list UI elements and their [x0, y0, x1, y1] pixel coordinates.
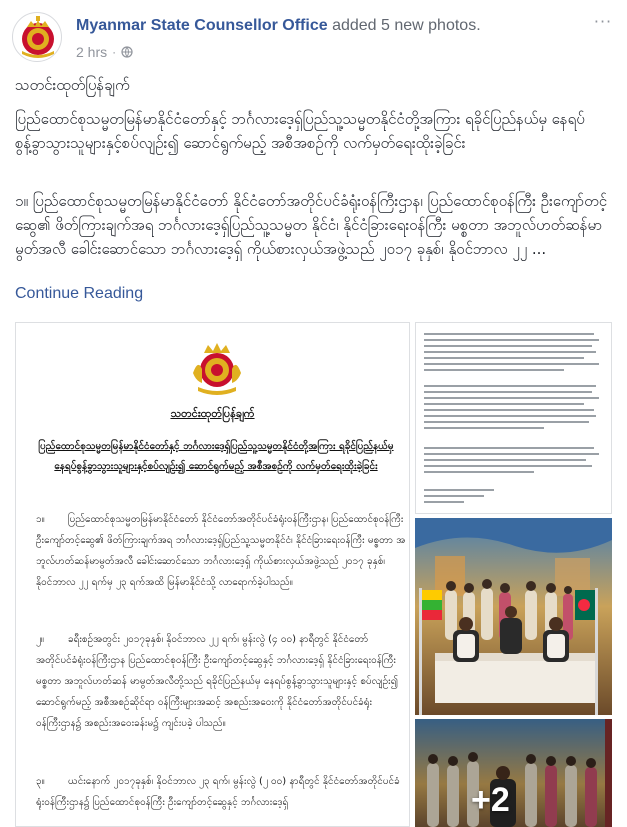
paragraph-text: ခရီးစဉ်အတွင်း ၂၀၁၇ခုနှစ်၊ နိုဝင်ဘာလ ၂၂ ရက်၊ မွန်းလွဲ (၄ ၀၀) နာရီတွင် နိုင်ငံတော်အတိုင်ပင်ခံရုံးဝန်ကြီးဌာန ပြည်ထောင်စုဝန်ကြီး ဦးကျော်တင့်ဆွေနှင့် ဘင်္ဂလားဒေ့ရှ် နိုင်ငံခြားရေးဝန်ကြီး မစ္စတာ အဘူလ်ဟတ်ဆန် မာမွတ်အလီတို့သည် ရခိုင်ပြည်နယ်မှ နေရပ်စွန့်ခွာသွားသူများနှင့် စပ်လျဉ်း၍ ဆောင်ရွက်မည့် အစီအစဉ်ဆိုင်ရာ ဝန်ကြီးများအဆင့် အစည်းအဝေးကို နိုင်ငံတော်အတိုင်ပင်ခံရုံးဝန်ကြီးဌာန၌ အစည်းအဝေးခန်းမ၌ ကျင်းပခဲ့ ပါသည်။	[36, 634, 399, 729]
document-title: သတင်းထုတ်ပြန်ချက်	[170, 407, 255, 420]
document-text-lines	[424, 447, 604, 477]
paragraph-text: ပြည်ထောင်စုသမ္မတမြန်မာနိုင်ငံတော် နိုင်ငံတော်အတိုင်ပင်ခံရုံးဝန်ကြီးဌာန၊ ပြည်ထောင်စုဝန်ကြီး ဦးကျော်တင့်ဆွေ၏ ဖိတ်ကြားချက်အရ ဘင်္ဂလားဒေ့ရှ်ပြည်သူ့သမ္မတနိုင်ငံ၊ နိုင်ငံခြားရေးဝန်ကြီး မစ္စတာ အဘူလ်ဟတ်ဆန်မာမွတ်အလီ ခေါင်းဆောင်သော ဘင်္ဂလားဒေ့ရှ် ကိုယ်စားလှယ်အဖွဲ့သည် ၂၀၁၇ ခုနှစ်၊ နိုဝင်ဘာလ ၂၂ ရက်မှ ၂၃ ရက်အထိ မြန်မာနိုင်ငံသို့ လာရောက်ခဲ့ပါသည်။	[36, 514, 406, 588]
state-emblem-icon	[188, 339, 246, 397]
photo-signing-ceremony[interactable]	[415, 518, 612, 715]
paragraph-text: ယင်းနောက် ၂၀၁၇ခုနှစ်၊ နိုဝင်ဘာလ ၂၃ ရက်၊ မွန်းလွဲ (၂ ၀၀) နာရီတွင် နိုင်ငံတော်အတိုင်ပင်ခံရုံးဝန်ကြီးဌာန၌ ပြည်ထောင်စုဝန်ကြီး ဦးကျော်တင့်ဆွေနှင့် ဘင်္ဂလားဒေ့ရှ်	[36, 776, 400, 808]
photo-ceremony-more[interactable]	[415, 719, 612, 827]
document-paragraph-2	[36, 629, 406, 734]
post-meta	[76, 44, 133, 60]
document-signature-lines	[424, 489, 604, 507]
document-paragraph-1	[36, 509, 406, 593]
more-photos-count[interactable]: +2	[471, 781, 510, 819]
signing-ceremony-image	[415, 518, 612, 715]
meta-separator: ·	[112, 45, 117, 59]
ceremony-image-2	[415, 719, 612, 827]
post-title: သတင်းထုတ်ပြန်ချက်	[15, 76, 130, 94]
page-name-link[interactable]: Myanmar State Counsellor Office	[76, 17, 328, 34]
page-avatar[interactable]	[12, 12, 62, 62]
post-options-icon[interactable]: ···	[593, 12, 613, 31]
post-header-line	[76, 17, 481, 35]
myanmar-emblem-icon	[13, 13, 62, 62]
post-timestamp[interactable]: 2 hrs	[76, 44, 108, 60]
photo-document-main[interactable]	[15, 322, 410, 827]
photo-document-page-2[interactable]	[415, 322, 612, 514]
paragraph-number: ၃။	[36, 776, 45, 787]
post-headline: ပြည်ထောင်စုသမ္မတမြန်မာနိုင်ငံတော်နှင့် ဘင်္ဂလားဒေ့ရှ်ပြည်သူ့သမ္မတနိုင်ငံတို့အကြား ရခိုင်ပြည်နယ်မှ နေရပ်စွန့်ခွာသွားသူများနှင့်စပ်လျဉ်း၍ ဆောင်ရွက်မည့် အစီအစဉ်ကို လက်မှတ်ရေးထိုးခဲ့ခြင်း	[15, 110, 585, 152]
paragraph-number: ၁။	[36, 514, 45, 525]
post-body: ၁။ ပြည်ထောင်စုသမ္မတမြန်မာနိုင်ငံတော် နိုင်ငံတော်အတိုင်ပင်ခံရုံးဝန်ကြီးဌာန၊ ပြည်ထောင်စုဝန်ကြီး ဦးကျော်တင့်ဆွေ၏ ဖိတ်ကြားချက်အရ ဘင်္ဂလားဒေ့ရှ်ပြည်သူ့သမ္မတ နိုင်ငံ၊ နိုင်ငံခြားရေးဝန်ကြီး မစ္စတာ အဘူလ်ဟတ်ဆန်မာမွတ်အလီ ခေါင်းဆောင်သော ဘင်္ဂလားဒေ့ရှ် ကိုယ်စားလှယ်အဖွဲ့သည် ၂၀၁၇ ခုနှစ်၊ နိုဝင်ဘာလ ၂၂ ...	[15, 192, 608, 258]
document-paragraph-3	[36, 771, 406, 813]
document-text-lines	[424, 333, 604, 375]
globe-icon[interactable]	[121, 46, 133, 58]
document-text-lines	[424, 385, 604, 433]
continue-reading-link[interactable]: Continue Reading	[15, 285, 144, 302]
document-subject: ပြည်ထောင်စုသမ္မတမြန်မာနိုင်ငံတော်နှင့် ဘင်္ဂလားဒေ့ရှ်ပြည်သူ့သမ္မတနိုင်ငံတို့အကြား ရခိုင်ပြည်နယ်မှ နေရပ်စွန့်ခွာသွားသူများနှင့်စပ်လျဉ်း၍ ဆောင်ရွက်မည့် အစီအစဉ်ကို လက်မှတ်ရေးထိုးခဲ့ခြင်း	[38, 441, 394, 472]
paragraph-number: ၂။	[36, 634, 44, 645]
post-action-text: added 5 new photos.	[332, 17, 481, 34]
